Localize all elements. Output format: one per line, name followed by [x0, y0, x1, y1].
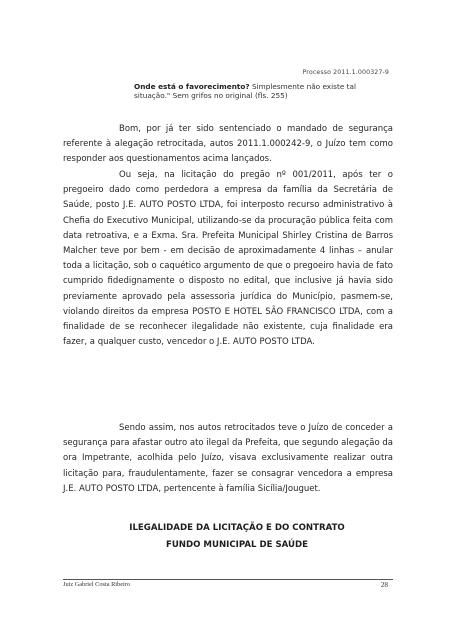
quote-continuation: Simplesmente não existe tal situação." Sem grifos no original (fls. 255)	[134, 82, 356, 101]
section-heading-line-1: ILEGALIDADE DA LICITAÇÃO E DO CONTRATO	[129, 523, 345, 533]
process-number: Processo 2011.1.000327-9	[302, 69, 389, 76]
paragraph-text: Ou seja, na licitação do pregão nº 001/2011, após ter o pregoeiro dado como perdedora a empresa da família da Secretária de Saúde, posto J.E. AUTO POSTO LTDA, foi interposto recurso administrativo à Chefia do Executivo Municipal, utilizando-se da procuração pública feita com data retroativa, e a Exma. Sra. Prefeita Municipal Shirley Cristina de Barros Malcher teve por bem - em decisão de aproximadamente 4 linhas – anular toda a licitação, sob o caquético argumento de que o pregoeiro havia de fato cumprido fidedignamente o disposto no edital, que inclusive já havia sido previamente aprovado pela assessoria jurídica do Município, pasmem-se, violando direitos da empresa POSTO E HOTEL SÃO FRANCISCO LTDA, com a finalidade de se reconhecer ilegalidade não existente, cuja finalidade era fazer, a qualquer custo, vencedor o J.E. AUTO POSTO LTDA.	[63, 170, 393, 348]
quote-question: Onde está o favorecimento?	[134, 82, 250, 91]
paragraph-1	[63, 122, 393, 168]
footer-divider	[63, 579, 393, 580]
page-number: 28	[380, 580, 388, 589]
paragraph-text: Bom, por já ter sido sentenciado o mandado de segurança referente à alegação retrocitada, autos 2011.1.000242-9, o Juízo tem como responder aos questionamentos acima lançados.	[63, 124, 393, 165]
footer-author: Juiz Gabriel Costa Ribeiro	[63, 581, 130, 588]
paragraph-text: Sendo assim, nos autos retrocitados teve o Juízo de conceder a segurança para afastar outro ato ilegal da Prefeita, que segundo alegação da ora Impetrante, acolhida pelo Juízo, visava exclusivamente realizar outra licitação para, fraudulentamente, fazer se consagrar vencedora a empresa J.E. AUTO POSTO LTDA, pertencente à família Sicília/Jouguet.	[63, 423, 393, 494]
quoted-excerpt	[134, 82, 392, 100]
paragraph-2	[63, 168, 393, 350]
section-heading-line-2: FUNDO MUNICIPAL DE SAÚDE	[165, 540, 309, 550]
paragraph-3	[63, 421, 393, 497]
